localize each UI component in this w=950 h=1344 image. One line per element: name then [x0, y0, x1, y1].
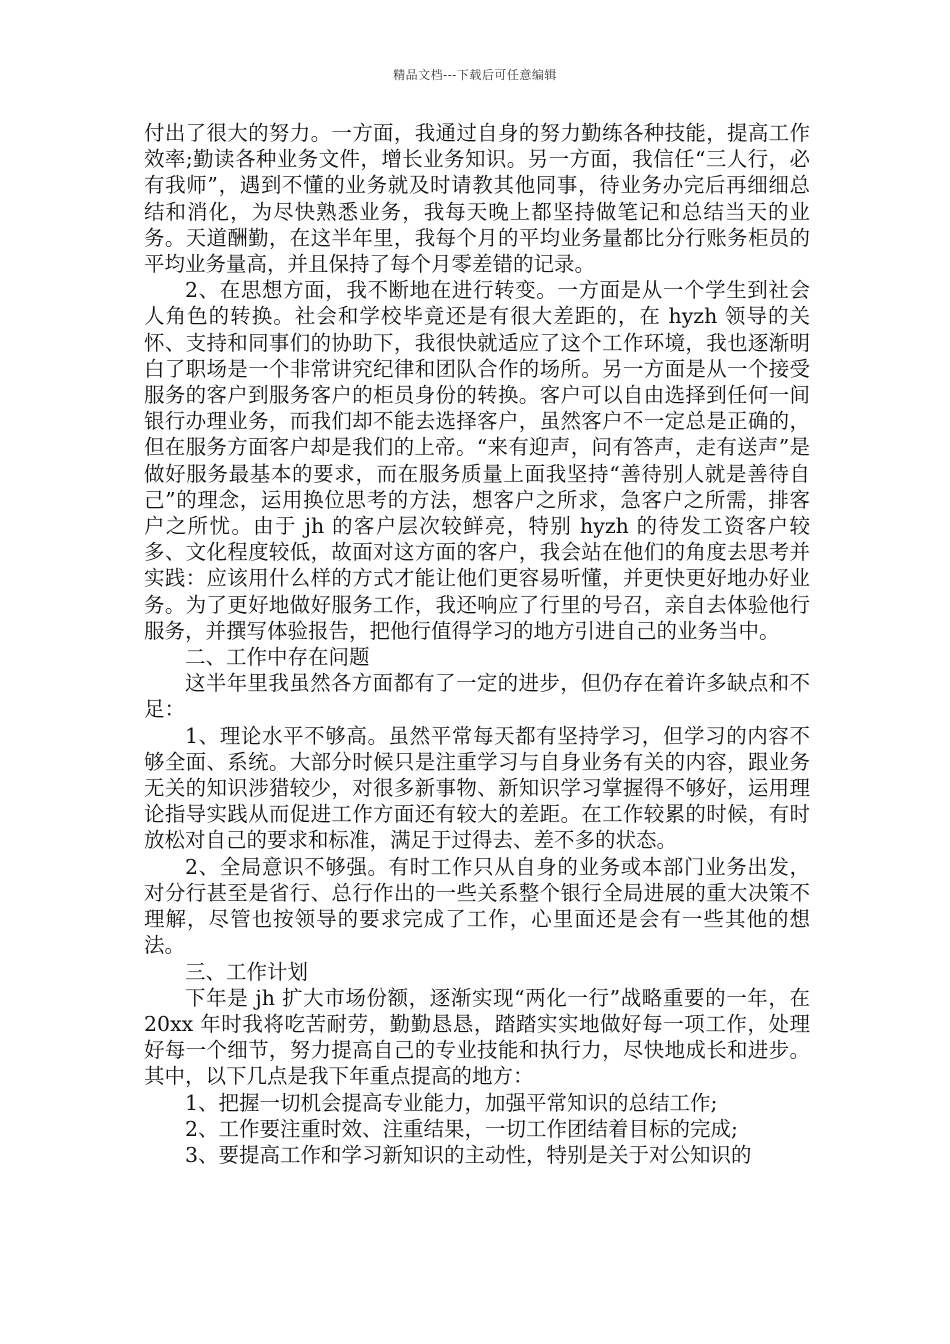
- paragraph-thinking: 2、在思想方面，我不断地在进行转变。一方面是从一个学生到社会人角色的转换。社会和学校毕竟还是有很大差距的，在 hyzh 领导的关怀、支持和同事们的协助下，我很快就适应了这个工作环境，我也逐渐明白了职场是一个非常讲究纪律和团队合作的场所。另一方面是从一个接受服务的客户到服务客户的柜员身份的转换。客户可以自由选择到任何一间银行办理业务，而我们却不能去选择客户，虽然客户不一定总是正确的，但在服务方面客户却是我们的上帝。“来有迎声，问有答声，走有送声”是做好服务最基本的要求，而在服务质量上面我坚持“善待别人就是善待自己”的理念，运用换位思考的方法，想客户之所求，急客户之所需，排客户之所忧。由于 jh 的客户层次较鲜亮，特别 hyzh 的待发工资客户较多、文化程度较低，故面对这方面的客户，我会站在他们的角度去思考并实践：应该用什么样的方式才能让他们更容易听懂，并更快更好地办好业务。为了更好地做好服务工作，我还响应了行里的号召，亲自去体验他行服务，并撰写体验报告，把他行值得学习的地方引进自己的业务当中。: [144, 278, 810, 643]
- paragraph-theory-level: 1、理论水平不够高。虽然平常每天都有坚持学习，但学习的内容不够全面、系统。大部分时候只是注重学习与自身业务有关的内容，跟业务无关的知识涉猎较少，对很多新事物、新知识学习掌握得不够好，运用理论指导实践从而促进工作方面还有较大的差距。在工作较累的时候，有时放松对自己的要求和标准，满足于过得去、差不多的状态。: [144, 723, 810, 853]
- paragraph-plan-item-2: 2、工作要注重时效、注重结果，一切工作团结着目标的完成;: [185, 1116, 738, 1141]
- paragraph-plan-intro: 下年是 jh 扩大市场份额，逐渐实现“两化一行”战略重要的一年，在 20xx 年时我将吃苦耐劳，勤勤恳恳，踏踏实实地做好每一项工作，处理好每一个细节，努力提高自己的专业技能和执行力，尽快地成长和进步。其中，以下几点是我下年重点提高的地方：: [144, 985, 810, 1089]
- section-heading-plan: 三、工作计划: [185, 959, 308, 984]
- paragraph-global-awareness: 2、全局意识不够强。有时工作只从自身的业务或本部门业务出发，对分行甚至是省行、总行作出的一些关系整个银行全局进展的重大决策不理解，尽管也按领导的要求完成了工作，心里面还是会有一些其他的想法。: [144, 854, 810, 958]
- paragraph-effort: 付出了很大的努力。一方面，我通过自身的努力勤练各种技能，提高工作效率;勤读各种业务文件，增长业务知识。另一方面，我信任“三人行，必有我师”，遇到不懂的业务就及时请教其他同事，待业务办完后再细细总结和消化，为尽快熟悉业务，我每天晚上都坚持做笔记和总结当天的业务。天道酬勤，在这半年里，我每个月的平均业务量都比分行账务柜员的平均业务量高，并且保持了每个月零差错的记录。: [144, 121, 810, 277]
- document-body: [144, 120, 810, 1168]
- paragraph-plan-item-3: 3、要提高工作和学习新知识的主动性，特别是关于对公知识的: [185, 1142, 752, 1167]
- paragraph-problems-intro: 这半年里我虽然各方面都有了一定的进步，但仍存在着许多缺点和不足：: [144, 671, 810, 722]
- paragraph-plan-item-1: 1、把握一切机会提高专业能力，加强平常知识的总结工作;: [185, 1090, 718, 1115]
- section-heading-problems: 二、工作中存在问题: [185, 645, 370, 670]
- page-header: 精品文档---下载后可任意编辑: [393, 68, 557, 82]
